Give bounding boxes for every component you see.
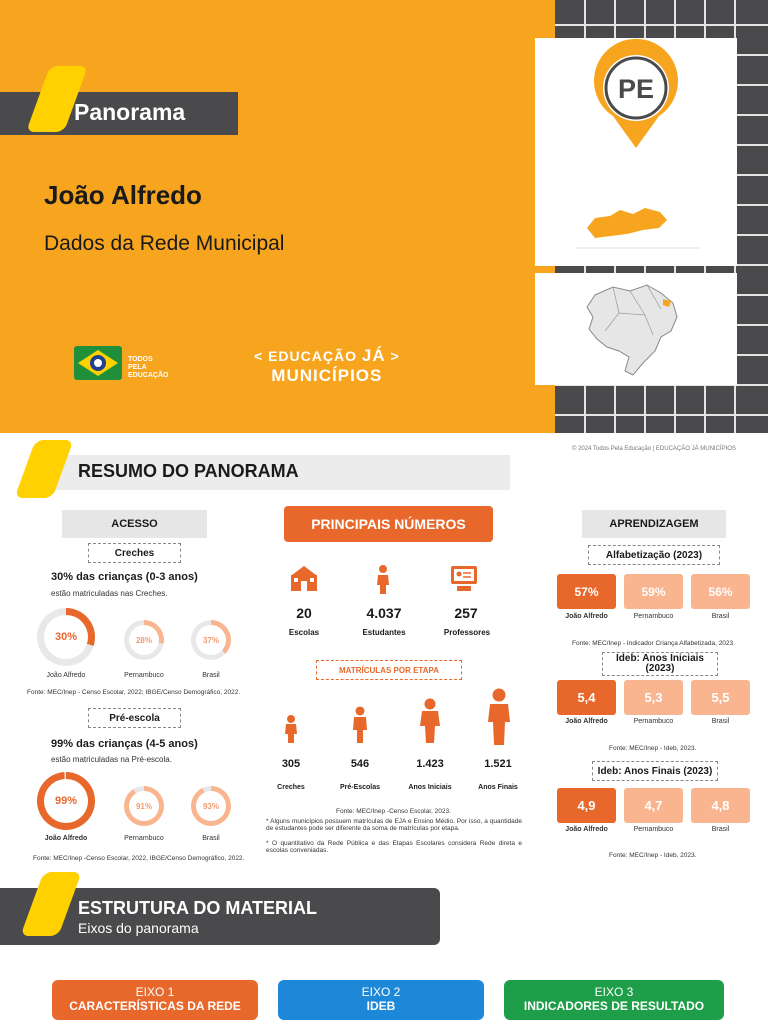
ideb-iniciais-pernambuco: 5,3 [624, 680, 683, 715]
ideb-iniciais-brasil: 5,5 [691, 680, 750, 715]
preescola-donut-brasil: 93% [191, 786, 231, 826]
escolas-value: 20 [296, 605, 312, 621]
acesso-header: ACESSO [62, 510, 207, 538]
brazil-map-card [535, 273, 737, 385]
child-icon-preescola [351, 706, 369, 744]
ideb-finais-label: Ideb: Anos Finais (2023) [592, 761, 718, 781]
eixo-2-button[interactable]: EIXO 2 IDEB [278, 980, 484, 1020]
child-icon-anos-iniciais [418, 698, 442, 744]
preescola-label-joao: João Alfredo [44, 835, 88, 842]
alfabetizacao-source: Fonte: MEC/Inep - Indicador Criança Alfabetizada, 2023. [572, 640, 735, 647]
etapa-creches-value: 305 [281, 758, 301, 770]
child-icon-creche [283, 714, 299, 744]
preescola-label: Pré-escola [88, 708, 181, 728]
etapa-anos-finais-value: 1.521 [484, 758, 512, 770]
alfabetizacao-joao-alfredo: 57% [557, 574, 616, 609]
etapa-anos-iniciais-label: Anos Iniciais [408, 784, 452, 791]
teacher-icon [449, 565, 479, 593]
etapa-anos-iniciais-value: 1.423 [416, 758, 444, 770]
creches-label-pe: Pernambuco [124, 672, 164, 679]
state-map-card [535, 38, 737, 266]
escolas-label: Escolas [288, 628, 320, 637]
preescola-label-pe: Pernambuco [124, 835, 164, 842]
alfabetizacao-label: Alfabetização (2023) [588, 545, 720, 565]
creches-donut-brasil: 37% [191, 620, 231, 660]
creches-headline: 30% das crianças (0-3 anos) [51, 571, 198, 583]
ideb-finais-label-br: Brasil [711, 826, 730, 833]
copyright-credit: © 2024 Todos Pela Educação | EDUCAÇÃO JÁ MUNICÍPIOS [572, 446, 736, 452]
etapa-preescolas-label: Pré-Escolas [339, 784, 381, 791]
preescola-label-br: Brasil [202, 835, 220, 842]
ideb-iniciais-source: Fonte: MEC/Inep - Ideb, 2023. [609, 745, 697, 752]
preescola-detail: estão matriculadas na Pré-escola. [51, 755, 172, 764]
student-icon [374, 565, 392, 595]
creches-label-joao: João Alfredo [46, 672, 86, 679]
alfabetizacao-pernambuco: 59% [624, 574, 683, 609]
tpe-logo-icon [74, 346, 122, 380]
state-pin-map [535, 38, 737, 266]
creches-donut-pernambuco: 28% [124, 620, 164, 660]
brazil-map [535, 273, 737, 385]
principais-numeros-header: PRINCIPAIS NÚMEROS [284, 506, 493, 542]
alfabetizacao-brasil: 56% [691, 574, 750, 609]
creches-donut-joao-alfredo: 30% [37, 608, 95, 666]
school-icon [289, 565, 319, 593]
educacao-ja-logo: < EDUCAÇÃO JÁ > MUNICÍPIOS [254, 346, 400, 385]
ideb-iniciais-joao-alfredo: 5,4 [557, 680, 616, 715]
preescola-donut-joao-alfredo: 99% [37, 772, 95, 830]
ideb-finais-source: Fonte: MEC/Inep - Ideb, 2023. [609, 852, 697, 859]
etapa-preescolas-value: 546 [350, 758, 370, 770]
estrutura-title: ESTRUTURA DO MATERIAL [78, 898, 317, 918]
preescola-headline: 99% das crianças (4-5 anos) [51, 738, 198, 750]
numeros-note-1: * Alguns municípios possuem matrículas de EJA e Ensino Médio. Por isso, a quantidade de estudantes pode ser diferente da soma de matrículas por etapa. [266, 818, 522, 832]
ideb-iniciais-label-pe: Pernambuco [633, 718, 674, 725]
ideb-finais-joao-alfredo: 4,9 [557, 788, 616, 823]
estrutura-subtitle: Eixos do panorama [78, 920, 199, 936]
ideb-iniciais-label-br: Brasil [711, 718, 730, 725]
alfabetizacao-label-br: Brasil [711, 613, 730, 620]
svg-text:PE: PE [617, 74, 655, 104]
city-name: João Alfredo [44, 180, 202, 210]
tpe-logo-text: TODOS PELA EDUCAÇÃO [128, 356, 169, 379]
preescola-donut-pernambuco: 91% [124, 786, 164, 826]
ideb-iniciais-label-joao: João Alfredo [565, 718, 608, 725]
hero-section [0, 0, 768, 433]
professores-label: Professores [443, 628, 491, 637]
etapa-creches-label: Creches [277, 784, 305, 791]
ideb-finais-label-pe: Pernambuco [633, 826, 674, 833]
ideb-finais-label-joao: João Alfredo [565, 826, 608, 833]
eixo-1-button[interactable]: EIXO 1 CARACTERÍSTICAS DA REDE [52, 980, 258, 1020]
ideb-finais-pernambuco: 4,7 [624, 788, 683, 823]
professores-value: 257 [454, 605, 478, 621]
ideb-iniciais-label: Ideb: Anos Iniciais (2023) [602, 652, 718, 676]
numeros-source: Fonte: MEC/Inep -Censo Escolar, 2023. [336, 808, 451, 815]
resumo-title: RESUMO DO PANORAMA [78, 461, 299, 481]
ideb-finais-brasil: 4,8 [691, 788, 750, 823]
creches-detail: estão matriculadas nas Creches. [51, 589, 168, 598]
matriculas-etapa-label: MATRÍCULAS POR ETAPA [316, 660, 462, 680]
etapa-anos-finais-label: Anos Finais [478, 784, 518, 791]
creches-label-br: Brasil [202, 672, 220, 679]
alfabetizacao-label-joao: João Alfredo [565, 613, 608, 620]
creches-source: Fonte: MEC/Inep - Censo Escolar, 2022; IBGE/Censo Demográfico, 2022. [27, 689, 241, 696]
creches-label: Creches [88, 543, 181, 563]
tpe-logo [74, 346, 122, 380]
numeros-note-2: * O quantitativo da Rede Pública e das Etapas Escolares considera Rede direta e escolas conveniadas. [266, 840, 522, 854]
hero-subtitle: Dados da Rede Municipal [44, 232, 285, 255]
estudantes-value: 4.037 [366, 605, 402, 621]
aprendizagem-header: APRENDIZAGEM [582, 510, 726, 538]
child-icon-anos-finais [485, 688, 513, 746]
estudantes-label: Estudantes [362, 628, 406, 637]
preescola-source: Fonte: MEC/Inep -Censo Escolar, 2022, IBGE/Censo Demográfico, 2022. [33, 855, 245, 862]
eixo-3-button[interactable]: EIXO 3 INDICADORES DE RESULTADO [504, 980, 724, 1020]
banner-label: Panorama [74, 99, 186, 125]
alfabetizacao-label-pe: Pernambuco [633, 613, 674, 620]
